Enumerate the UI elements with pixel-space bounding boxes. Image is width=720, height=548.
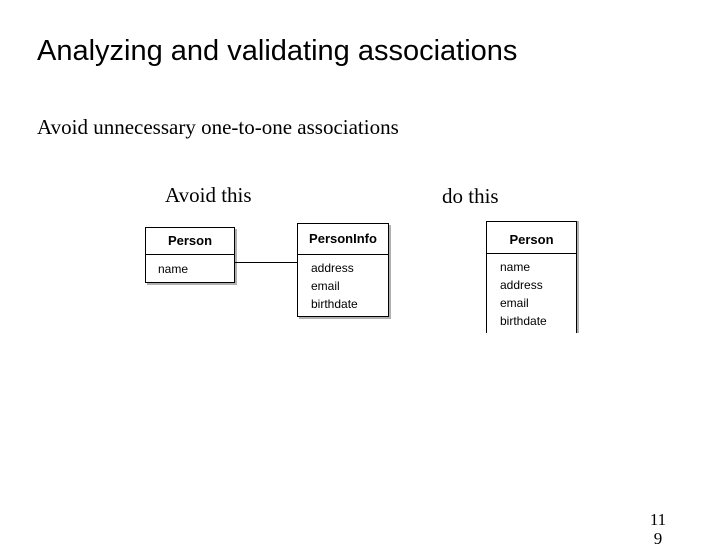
uml-class-person-avoid [145, 227, 235, 283]
attribute: birthdate [311, 297, 358, 311]
attribute: name [500, 260, 531, 274]
attribute: birthdate [500, 314, 547, 328]
class-attributes [146, 260, 234, 278]
attribute: email [311, 279, 340, 293]
slide-title: Analyzing and validating associations [37, 35, 518, 67]
slide-subtitle: Avoid unnecessary one-to-one associations [37, 115, 399, 139]
class-name: Person [146, 228, 234, 255]
class-name: Person [487, 222, 576, 254]
attribute: email [500, 296, 529, 310]
page-number [646, 511, 670, 548]
caption-do: do this [442, 184, 499, 208]
attribute: address [311, 261, 354, 275]
class-attributes [298, 259, 388, 313]
class-attributes [487, 258, 576, 330]
caption-avoid: Avoid this [165, 183, 252, 207]
uml-class-person-do [486, 221, 577, 333]
class-name: PersonInfo [298, 224, 388, 255]
page-number-line1: 11 [649, 510, 667, 529]
page-number-line2: 9 [653, 528, 663, 548]
attribute: name [158, 262, 189, 276]
association-line [235, 262, 297, 263]
attribute: address [500, 278, 543, 292]
uml-class-personinfo [297, 223, 389, 317]
